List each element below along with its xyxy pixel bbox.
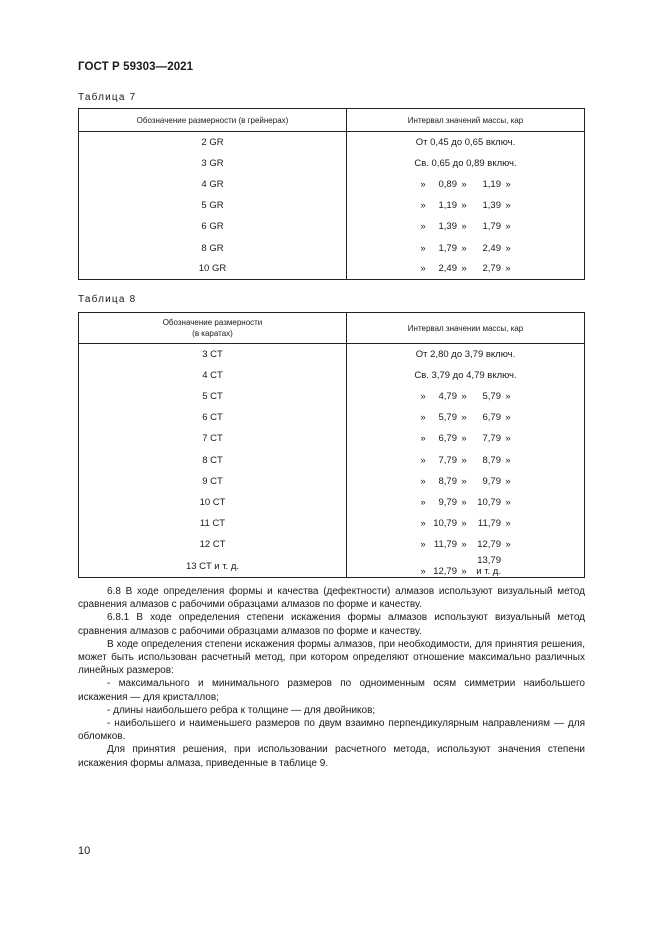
range-to: 2,79 [482,263,501,275]
ditto-mark: » [505,475,511,487]
range-from: 1,19 [438,200,457,212]
table7-col1-header: Обозначение размерности (в грейнерах) [79,109,347,132]
ditto-mark: » [505,496,511,508]
range-cell: Св. 0,65 до 0,89 включ. [347,153,585,174]
ditto-mark: » [461,496,467,508]
range-cell [347,449,585,470]
range-cell [347,259,585,280]
table-7 [78,108,585,280]
range-from: 5,79 [438,412,457,424]
size-cell: 4 GR [79,174,347,195]
range-to: 8,79 [482,454,501,466]
table7-caption: Таблица 7 [78,92,137,103]
ditto-mark: » [505,412,511,424]
range-to: 6,79 [482,412,501,424]
ditto-mark: » [505,200,511,212]
range-to: 13,79 и т. д. [476,555,501,578]
range-from: 12,79 [433,566,457,578]
range-to: 11,79 [477,518,501,530]
size-cell: 11 CT [79,513,347,534]
size-cell: 4 CT [79,365,347,386]
size-cell: 12 CT [79,534,347,555]
range-cell [347,407,585,428]
range-from: 7,79 [438,454,457,466]
range-from: 2,49 [438,263,457,275]
ditto-mark: » [505,263,511,275]
ditto-mark: » [461,412,467,424]
table-row [79,344,585,365]
size-cell: 8 CT [79,449,347,470]
table-row [79,407,585,428]
ditto-mark: » [461,242,467,254]
ditto-mark: » [461,475,467,487]
ditto-mark: » [505,178,511,190]
ditto-mark: » [505,518,511,530]
size-cell: 6 CT [79,407,347,428]
ditto-mark: » [420,412,426,424]
range-value [416,555,515,577]
table-row [79,132,585,153]
table8-body [79,344,585,578]
range-from: 11,79 [433,539,457,551]
table-row [79,428,585,449]
paragraph: В ходе определения степени искажения формы алмазов, при необходимости, для принятия решения, может быть использован расчетный метод, при котором определяют отношение максимально различных линейных размеров: [78,638,585,677]
ditto-mark: » [461,200,467,212]
range-from: 1,39 [438,221,457,233]
size-cell: 10 CT [79,492,347,513]
ditto-mark: » [420,433,426,445]
table-row [79,174,585,195]
document-header: ГОСТ Р 59303—2021 [78,61,194,73]
range-from: 1,79 [438,242,457,254]
ditto-mark: » [461,390,467,402]
table7-col2-header: Интервал значений массы, кар [347,109,585,132]
range-value [416,433,515,444]
body-text [78,585,585,770]
range-cell: От 2,80 до 3,79 включ. [347,344,585,365]
range-from: 0,89 [438,178,457,190]
table8-col1-header-line1: Обозначение размерности [162,318,263,327]
ditto-mark: » [461,263,467,275]
range-to: 9,79 [482,475,501,487]
range-to: 2,49 [482,242,501,254]
table8-caption: Таблица 8 [78,294,137,305]
range-cell [347,174,585,195]
size-cell: 2 GR [79,132,347,153]
range-value [416,518,515,529]
table8-col1-header [79,313,347,344]
ditto-mark: » [461,539,467,551]
table8-col2-header: Интервал значении массы, кар [347,313,585,344]
range-cell [347,555,585,578]
ditto-mark: » [420,566,426,578]
ditto-mark: » [420,200,426,212]
table-row [79,195,585,216]
table-row [79,534,585,555]
range-value [416,539,515,550]
range-value [416,455,515,466]
range-cell [347,471,585,492]
ditto-mark: » [461,221,467,233]
page-number: 10 [78,845,91,857]
table-row [79,513,585,534]
range-value [416,476,515,487]
size-cell: 10 GR [79,259,347,280]
table-row [79,365,585,386]
table-8 [78,312,585,578]
table7-body [79,132,585,280]
range-value [416,497,515,508]
ditto-mark: » [461,566,467,578]
range-value [416,221,515,232]
table-row [79,492,585,513]
table-row [79,237,585,258]
range-cell: От 0,45 до 0,65 включ. [347,132,585,153]
size-cell: 7 CT [79,428,347,449]
ditto-mark: » [505,390,511,402]
range-to: 1,79 [482,221,501,233]
table8-col1-header-line2: (в каратах) [192,329,233,338]
range-cell [347,237,585,258]
ditto-mark: » [461,178,467,190]
paragraph: - максимального и минимального размеров по одноименным осям симметрии наибольшего искажения — для кристаллов; [78,678,585,703]
ditto-mark: » [420,263,426,275]
table-row [79,386,585,407]
range-cell [347,534,585,555]
paragraph: - наибольшего и наименьшего размеров по двум взаимно перпендикулярным направлениям — для обломков. [78,718,585,743]
ditto-mark: » [461,518,467,530]
size-cell: 13 CT и т. д. [79,555,347,578]
range-from: 10,79 [433,518,457,530]
range-cell [347,216,585,237]
table-row [79,449,585,470]
range-value [416,200,515,211]
size-cell: 6 GR [79,216,347,237]
ditto-mark: » [505,539,511,551]
range-value [416,263,515,274]
range-cell: Св. 3,79 до 4,79 включ. [347,365,585,386]
paragraph: - длины наибольшего ребра к толщине — для двойников; [107,704,376,716]
ditto-mark: » [420,539,426,551]
size-cell: 3 GR [79,153,347,174]
range-cell [347,386,585,407]
range-value [416,391,515,402]
table-row [79,259,585,280]
ditto-mark: » [420,390,426,402]
paragraph: 6.8 В ходе определения формы и качества (дефектности) алмазов используют визуальный метод сравнения алмазов с рабочими образцами алмазов по форме и качеству. [78,586,585,611]
size-cell: 5 GR [79,195,347,216]
range-cell [347,428,585,449]
range-cell [347,195,585,216]
range-to: 10,79 [477,496,501,508]
size-cell: 3 CT [79,344,347,365]
range-cell [347,513,585,534]
ditto-mark: » [505,433,511,445]
range-to: 1,39 [482,200,501,212]
range-to: 5,79 [482,390,501,402]
paragraph: Для принятия решения, при использовании расчетного метода, используют значения степени искажения формы алмаза, приведенные в таблице 9. [78,744,585,769]
range-value [416,412,515,423]
ditto-mark: » [420,242,426,254]
ditto-mark: » [420,518,426,530]
paragraph: 6.8.1 В ходе определения степени искажения формы алмазов используют визуальный метод сравнения алмазов с рабочими образцами алмазов по форме и качеству. [78,612,585,637]
ditto-mark: » [420,496,426,508]
table-row [79,153,585,174]
ditto-mark: » [420,454,426,466]
ditto-mark: » [461,454,467,466]
range-from: 8,79 [438,475,457,487]
ditto-mark: » [505,221,511,233]
range-value [416,243,515,254]
range-from: 6,79 [438,433,457,445]
ditto-mark: » [420,178,426,190]
table-row [79,471,585,492]
ditto-mark: » [505,242,511,254]
size-cell: 5 CT [79,386,347,407]
ditto-mark: » [420,221,426,233]
range-to: 7,79 [482,433,501,445]
range-to: 1,19 [482,178,501,190]
range-to: 12,79 [477,539,501,551]
ditto-mark: » [461,433,467,445]
size-cell: 9 CT [79,471,347,492]
range-value [416,179,515,190]
ditto-mark: » [420,475,426,487]
table-row [79,216,585,237]
range-cell [347,492,585,513]
range-from: 9,79 [438,496,457,508]
size-cell: 8 GR [79,237,347,258]
range-from: 4,79 [438,390,457,402]
table-row [79,555,585,578]
ditto-mark: » [505,454,511,466]
